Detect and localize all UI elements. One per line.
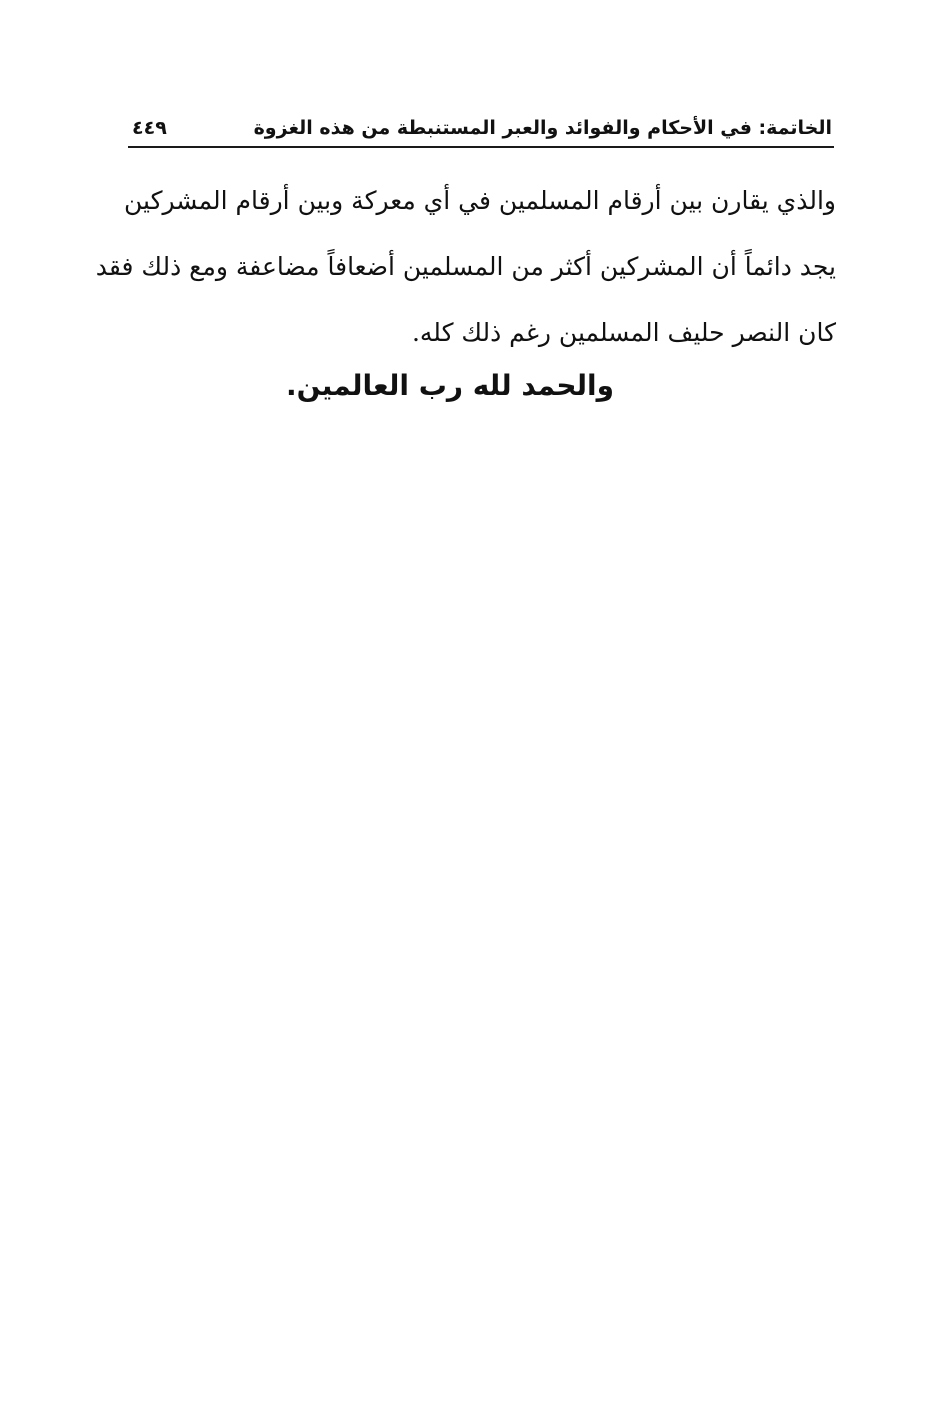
body-paragraph [95,168,836,366]
running-header [128,112,834,148]
closing-praise: والحمد لله رب العالمين. [285,369,615,402]
page-number: ٤٤٩ [132,117,167,139]
body-line: والذي يقارن بين أرقام المسلمين في أي معركة وبين أرقام المشركين [124,186,836,215]
body-line: يجد دائماً أن المشركين أكثر من المسلمين أضعافاً مضاعفة ومع ذلك فقد [95,252,836,281]
body-line: كان النصر حليف المسلمين رغم ذلك كله. [411,318,836,347]
header-title: الخاتمة: في الأحكام والفوائد والعبر المستنبطة من هذه الغزوة [253,117,832,139]
